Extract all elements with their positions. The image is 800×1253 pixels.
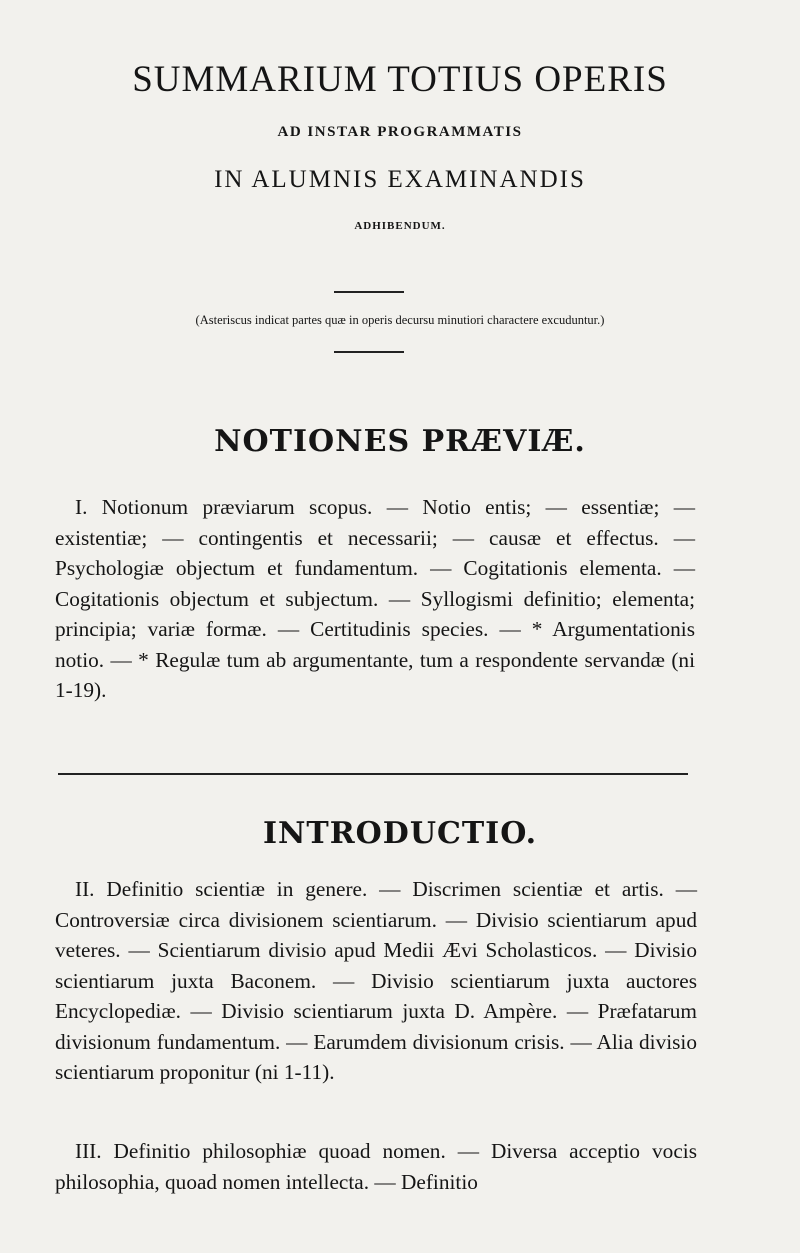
subtitle-line-2: IN ALUMNIS EXAMINANDIS bbox=[214, 166, 586, 193]
paragraph-ii: II. Definitio scientiæ in genere. — Discrimen scientiæ et artis. — Controversiæ circa divisionem scientiarum. — Divisio scientiarum apud veteres. — Scientiarum divisio apud Medii Ævi Scholasticos. — Divisio scientiarum juxta Baconem. — Divisio scientiarum juxta auctores Encyclopediæ. — Divisio scientiarum juxta D. Ampère. — Præfatarum divisionum fundamentum. — Earumdem divisionum crisis. — Alia divisio scientiarum proponitur (ni 1-11). bbox=[55, 877, 697, 1084]
asterisk-note: (Asteriscus indicat partes quæ in operis decursu minutiori charactere excuduntur.) bbox=[195, 313, 605, 327]
divider-bottom bbox=[334, 351, 404, 353]
paragraph-i: I. Notionum præviarum scopus. — Notio entis; — essentiæ; — existentiæ; — contingentis et necessarii; — causæ et effectus. — Psychologiæ objectum et fundamentum. — Cogitationis elementa. — Cogitationis objectum et subjectum. — Syllogismi definitio; elementa; principia; variæ formæ. — Certitudinis species. — * Argumentationis notio. — * Regulæ tum ab argumentante, tum a respondente servandæ (ni 1-19). bbox=[55, 495, 695, 702]
subtitle-line-1: AD INSTAR PROGRAMMATIS bbox=[277, 124, 523, 140]
section-heading-introductio: INTRODUCTIO. bbox=[262, 816, 538, 851]
page-title: SUMMARIUM TOTIUS OPERIS bbox=[132, 59, 668, 100]
paragraph-iii: III. Definitio philosophiæ quoad nomen. — Diversa acceptio vocis philosophia, quoad nomen intellecta. — Definitio bbox=[55, 1139, 697, 1194]
section-divider bbox=[58, 773, 688, 775]
subtitle-line-3: ADHIBENDUM. bbox=[354, 220, 446, 232]
section-heading-notiones: NOTIONES PRÆVIÆ. bbox=[214, 424, 586, 459]
divider-top bbox=[334, 291, 404, 293]
